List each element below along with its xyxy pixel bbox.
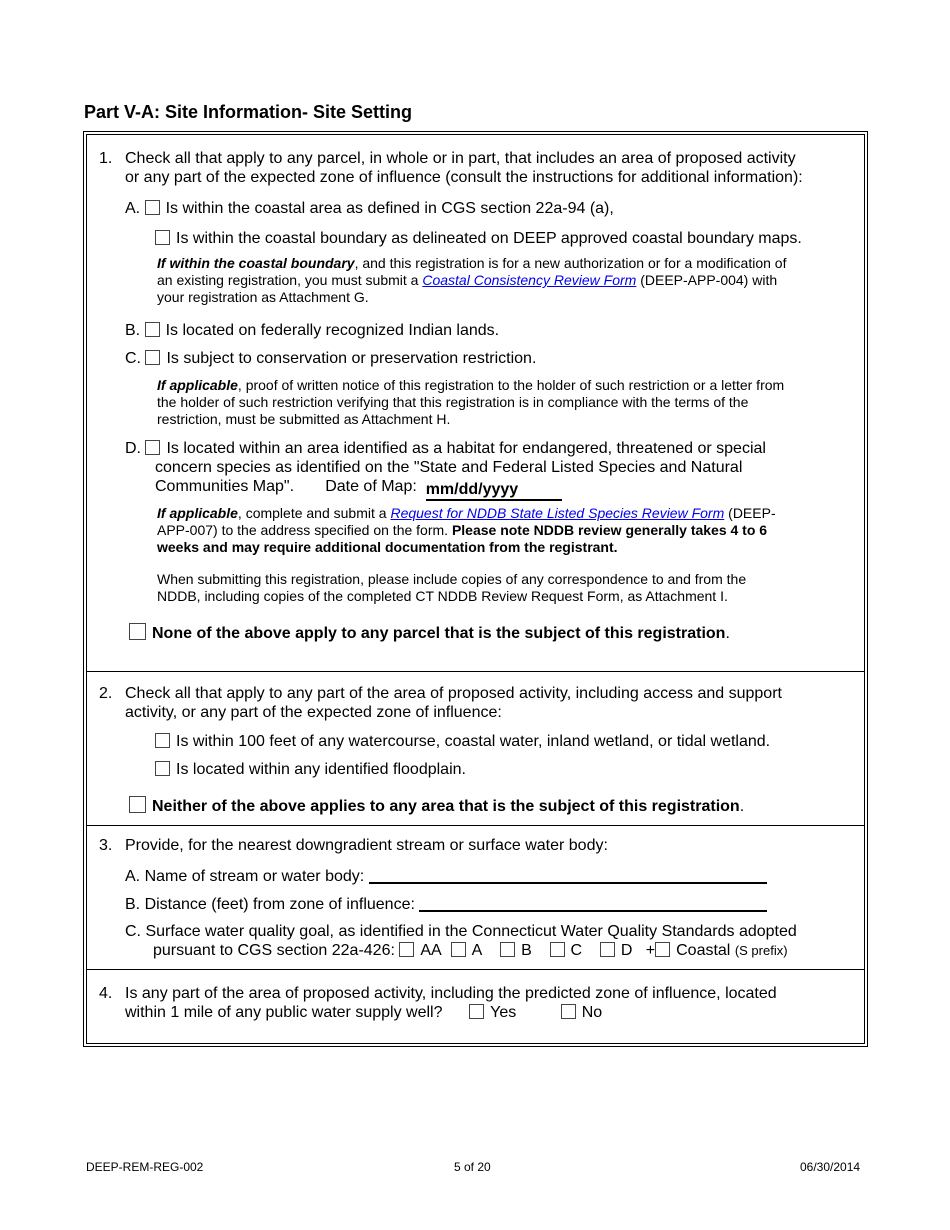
q4-number: 4. xyxy=(99,985,113,1002)
checkbox-a[interactable] xyxy=(451,942,466,957)
q4-text: Is any part of the area of proposed activity, including the predicted zone of influence, located xyxy=(125,985,777,1002)
q2-number: 2. xyxy=(99,685,113,702)
option-label: Communities Map". xyxy=(155,478,295,495)
option-label: Is located on federally recognized Indian lands. xyxy=(165,322,500,339)
option-label: Is within the coastal area as defined in CGS section 22a-94 (a), xyxy=(165,200,614,217)
field-label: B. Distance (feet) from zone of influence: xyxy=(125,896,415,913)
nddb-review-form-link[interactable]: Request for NDDB State Listed Species Review Form xyxy=(390,505,725,521)
checkbox-b[interactable] xyxy=(500,942,515,957)
checkbox-within-100-feet[interactable] xyxy=(155,733,170,748)
restriction-note: If applicable, proof of written notice of this registration to the holder of such restriction or a letter from the holder of such restriction verifying that this registration is in compliance with the terms of the restriction, must be submitted as Attachment H. xyxy=(157,377,785,427)
stream-name-field[interactable] xyxy=(369,865,767,884)
item-label: D. xyxy=(125,440,141,457)
field-label: C. Surface water quality goal, as identified in the Connecticut Water Quality Standards adopted xyxy=(125,923,797,940)
nddb-correspondence-note: When submitting this registration, please include copies of any correspondence to and from the NDDB, including copies of the completed CT NDDB Review Request Form, as Attachment I. xyxy=(157,571,747,604)
form-id: DEEP-REM-REG-002 xyxy=(86,1160,204,1174)
q1-text: Check all that apply to any parcel, in whole or in part, that includes an area of proposed activity xyxy=(125,150,796,167)
distance-field[interactable] xyxy=(419,893,767,912)
coastal-review-form-link[interactable]: Coastal Consistency Review Form xyxy=(422,272,637,288)
item-label: C. xyxy=(125,350,141,367)
checkbox-d[interactable] xyxy=(600,942,615,957)
option-label: Neither of the above applies to any area that is the subject of this registration xyxy=(152,798,740,815)
checkbox-conservation-restriction[interactable] xyxy=(145,350,160,365)
checkbox-aa[interactable] xyxy=(399,942,414,957)
checkbox-floodplain[interactable] xyxy=(155,761,170,776)
question-2: 2. Check all that apply to any part of the area of proposed activity, including access and support activity, or any part of the expected zone of influence: Is within 100 feet of any watercourse, coastal water, inland wetland, or tidal wetland. Is located within any identified floodplain. Neither of the above applies to any area that is the subject of this registration. xyxy=(87,671,864,826)
field-label: pursuant to CGS section 22a-426: xyxy=(153,942,395,959)
checkbox-coastal-boundary[interactable] xyxy=(155,230,170,245)
coastal-note: If within the coastal boundary, and this registration is for a new authorization or for a modification of an existing registration, you must submit a Coastal Consistency Review Form (DEEP-APP-004) with your registration as Attachment G. xyxy=(157,255,787,305)
q2-text: Check all that apply to any part of the area of proposed activity, including access and support xyxy=(125,685,782,702)
q2-text: activity, or any part of the expected zone of influence: xyxy=(125,704,502,721)
checkbox-c[interactable] xyxy=(550,942,565,957)
option-label: Is subject to conservation or preservation restriction. xyxy=(166,350,537,367)
checkbox-none-apply[interactable] xyxy=(129,623,146,640)
question-1: 1. Check all that apply to any parcel, in whole or in part, that includes an area of proposed activity or any part of the expected zone of influence (consult the instructions for additional information): A. Is within the coastal area as defined in CGS section 22a-94 (a), Is within the coastal boundary as delineated on DEEP approved coastal boundary maps. If within the coastal boundary, and this registration is for a new authorization or for a modification of an existing registration, you must submit a Coastal Consistency Review Form (DEEP-APP-004) with your registration as Attachment G. B. Is located on federally recognized Indian lands. C. Is subject to conservation or preservation restriction. If applicable, proof of written notice of this registration to the holder of such restriction or a letter from the holder of such restriction verifying that this registration is in compliance with the terms of the restriction, must be submitted as Attachment H. D. Is located within an area identified as a habitat for endangered, threatened or special concern species as identified on the "State and Federal Listed Species and Natural Communities Map". Date of Map: mm/dd/yyyy If applicable, complete and submit a Request for NDDB State Listed Species Review Form (DEEP- APP-007) to the address specified on the form. Please note NDDB review generally takes 4 to 6 weeks and may require additional documentation from the registrant. When submitting this registration, please include copies of any correspondence to and from the NDDB, including copies of the completed CT NDDB Review Request Form, as Attachment I. None of the above apply to any parcel that is the subject of this registration. xyxy=(87,135,864,671)
checkbox-indian-lands[interactable] xyxy=(145,322,160,337)
checkbox-habitat[interactable] xyxy=(145,440,160,455)
form-box xyxy=(83,131,868,1047)
checkbox-no[interactable] xyxy=(561,1004,576,1019)
option-label: None of the above apply to any parcel that is the subject of this registration xyxy=(152,625,726,642)
option-label: Is located within any identified floodplain. xyxy=(176,761,466,778)
option-label: Is within 100 feet of any watercourse, coastal water, inland wetland, or tidal wetland. xyxy=(176,733,771,750)
checkbox-coastal[interactable] xyxy=(655,942,670,957)
field-label: A. Name of stream or water body: xyxy=(125,868,365,885)
section-title: Part V-A: Site Information- Site Setting xyxy=(84,102,413,122)
date-of-map-field[interactable]: mm/dd/yyyy xyxy=(426,480,562,501)
option-label: concern species as identified on the "State and Federal Listed Species and Natural xyxy=(155,459,743,476)
page-number: 5 of 20 xyxy=(454,1160,491,1174)
checkbox-coastal-area[interactable] xyxy=(145,200,160,215)
item-label: B. xyxy=(125,322,141,339)
q3-text: Provide, for the nearest downgradient stream or surface water body: xyxy=(125,837,608,854)
revision-date: 06/30/2014 xyxy=(800,1160,861,1174)
option-label: Is located within an area identified as a habitat for endangered, threatened or special xyxy=(166,440,766,457)
checkbox-neither-applies[interactable] xyxy=(129,796,146,813)
q1-text: or any part of the expected zone of influence (consult the instructions for additional information): xyxy=(125,169,803,186)
date-label: Date of Map: xyxy=(325,478,417,495)
nddb-note: If applicable, complete and submit a Request for NDDB State Listed Species Review Form (DEEP- APP-007) to the address specified on the form. Please note NDDB review generally takes 4 to 6 weeks and may require additional documentation from the registrant. xyxy=(157,505,776,555)
question-3: 3. Provide, for the nearest downgradient stream or surface water body: A. Name of stream or water body: B. Distance (feet) from zone of influence: C. Surface water quality goal, as identified in the Connecticut Water Quality Standards adopted pursuant to CGS section 22a-426: AA A B C D + Coastal (S prefix) xyxy=(87,825,864,970)
option-label: Is within the coastal boundary as delineated on DEEP approved coastal boundary maps. xyxy=(176,230,802,247)
item-label: A. xyxy=(125,200,141,217)
question-4: 4. Is any part of the area of proposed activity, including the predicted zone of influence, located within 1 mile of any public water supply well? Yes No xyxy=(87,969,864,1044)
q1-number: 1. xyxy=(99,150,113,167)
q3-number: 3. xyxy=(99,837,113,854)
checkbox-yes[interactable] xyxy=(469,1004,484,1019)
q4-text: within 1 mile of any public water supply well? xyxy=(125,1004,443,1021)
